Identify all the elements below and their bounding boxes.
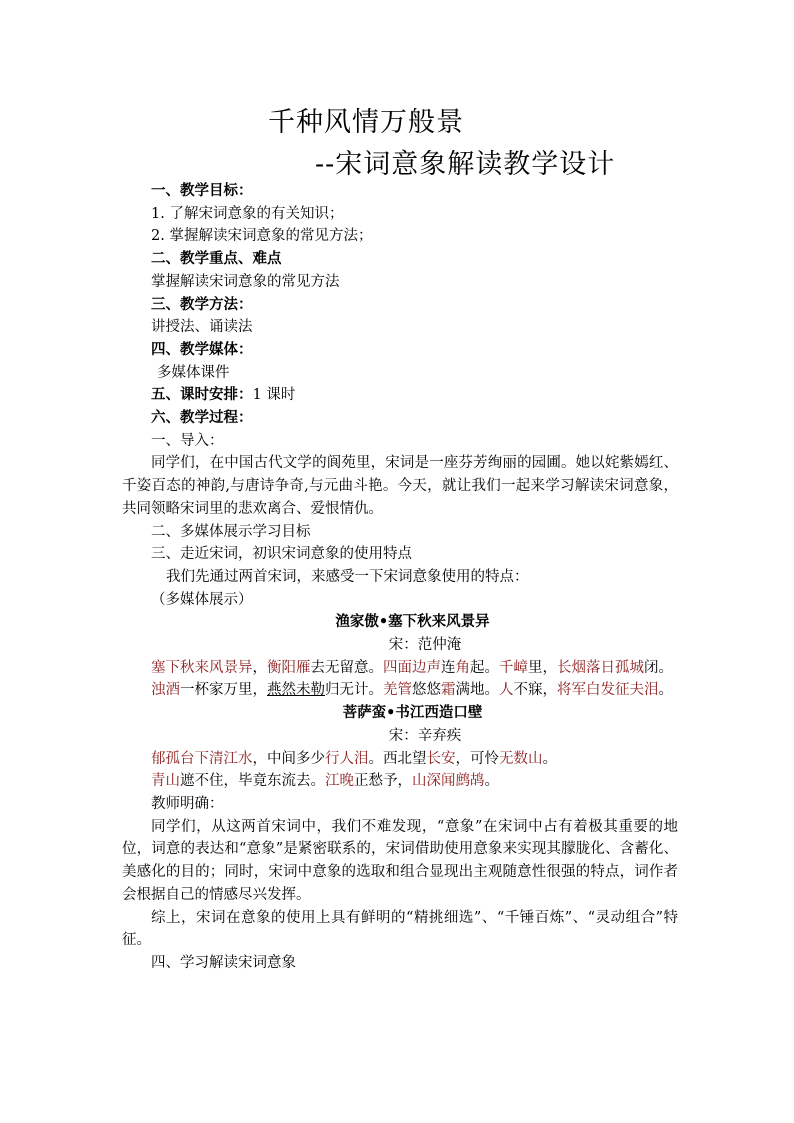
poem-text: 遮不住，毕竟东流去。 [180,773,325,790]
media-note: （多媒体展示） [151,591,253,608]
poem-1-line-1 [122,657,678,680]
poem-text: ，中间多少 [252,750,325,767]
poem-text: 满地。 [455,682,499,699]
poem-text: 一杯家万里， [180,682,267,699]
methods-text: 讲授法、诵读法 [151,319,253,336]
poem-1-author: 宋：范仲淹 [388,637,462,654]
poem-text: 归无计。 [325,682,383,699]
poem-text: 。西北望 [368,750,427,767]
poem-text: 去无留意。 [310,659,383,676]
section-heading-process: 六、教学过程： [151,409,253,427]
section-heading-goals: 一、教学目标： [151,182,253,199]
section-heading-key-points: 二、教学重点、难点 [151,250,282,268]
analysis-paragraph-1: 同学们，从这两首宋词中，我们不难发现，“意象”在宋词中占有着极其重要的地位，词意的表达和“意象”是紧密联系的，宋词借助使用意象来实现其朦胧化、含蓄化、美感化的目的；同时，宋词中意象的选取和组合显现出主观随意性很强的特点，词作者会根据自己的情感尽兴发挥。 [122,818,678,903]
step-2: 二、多媒体展示学习目标 [151,523,311,540]
poem-phrase: 长烟落日孤城 [557,659,644,676]
poem-text: 。 [484,773,499,790]
document-body [122,180,678,975]
poem-text: 。 [542,750,557,767]
poem-phrase: 无数山 [499,750,543,767]
poem-phrase: 白发征夫泪 [586,682,659,699]
poem-phrase: 山深闻鹧鸪 [412,773,485,790]
poem-text: 起。 [470,659,499,676]
poem-phrase: 郁孤台下清江水 [151,750,253,767]
document-subtitle: --宋词意象解读教学设计 [315,149,616,180]
poem-text: 。 [658,682,673,699]
poem-text: 里， [528,659,557,676]
poem-text: 连 [441,659,456,676]
poem-text: 不寐， [513,682,557,699]
poem-text: ，可怜 [455,750,499,767]
poem-phrase: 羌管 [383,682,412,699]
teacher-label: 教师明确： [151,795,224,812]
poem-phrase: 角 [455,659,470,676]
poem-text: 悠悠 [412,682,441,699]
poem-2-author: 宋：辛弃疾 [388,727,462,744]
poem-2-line-2 [122,770,678,793]
document-title: 千种风情万般景 [268,107,464,138]
poem-phrase: 长安 [426,750,456,767]
goal-item-1: 1. 了解宋词意象的有关知识； [151,205,344,222]
poem-phrase: 人 [499,682,514,699]
poem-phrase: 霜 [441,682,456,699]
step-3: 三、走近宋词，初识宋词意象的使用特点 [151,546,412,563]
poem-phrase: 四面边声 [383,659,441,676]
poem-2-title: 菩萨蛮•书江西造口壁 [342,704,483,722]
schedule-value: 1 课时 [252,387,296,404]
poem-phrase: 塞下秋来风景异 [151,659,253,676]
poem-1-line-2 [122,679,678,702]
analysis-paragraph-2: 综上，宋词在意象的使用上具有鲜明的“精挑细选”、“千锤百炼”、“灵动组合”特征。 [122,909,678,949]
media-text: 多媒体课件 [157,364,230,381]
poem-1-title: 渔家傲•塞下秋来风景异 [335,613,490,631]
step-4: 四、学习解读宋词意象 [151,954,296,971]
poem-2-line-1 [122,748,678,771]
step-3-intro: 我们先通过两首宋词，来感受一下宋词意象使用的特点： [166,568,529,585]
poem-phrase: 千嶂 [499,659,528,676]
poem-phrase: 衡阳雁 [267,659,311,676]
poem-phrase: 江晚 [325,773,354,790]
schedule-line [122,384,678,407]
poem-phrase: 浊酒 [151,682,180,699]
goal-item-2: 2. 掌握解读宋词意象的常见方法； [151,228,373,245]
intro-paragraph: 同学们，在中国古代文学的阆苑里，宋词是一座芬芳绚丽的园圃。她以姹紫嫣红、千姿百态的神韵,与唐诗争奇,与元曲斗艳。今天，就让我们一起来学习解读宋词意象，共同领略宋词里的悲欢离合、爱恨情仇。 [122,455,678,517]
poem-phrase: 将军 [557,682,586,699]
poem-phrase: 行人泪 [325,750,369,767]
key-points-text: 掌握解读宋词意象的常见方法 [151,273,340,290]
intro-label: 一、导入： [151,432,224,449]
poem-text: ， [252,659,267,676]
section-heading-schedule: 五、课时安排： [151,386,253,404]
poem-text: 正愁予， [354,773,412,790]
poem-phrase: 青山 [151,773,180,790]
section-heading-media: 四、教学媒体： [151,340,253,358]
poem-underlined-phrase: 燕然未勒 [267,682,325,699]
poem-text: 闭。 [644,659,673,676]
section-heading-methods: 三、教学方法： [151,295,253,313]
